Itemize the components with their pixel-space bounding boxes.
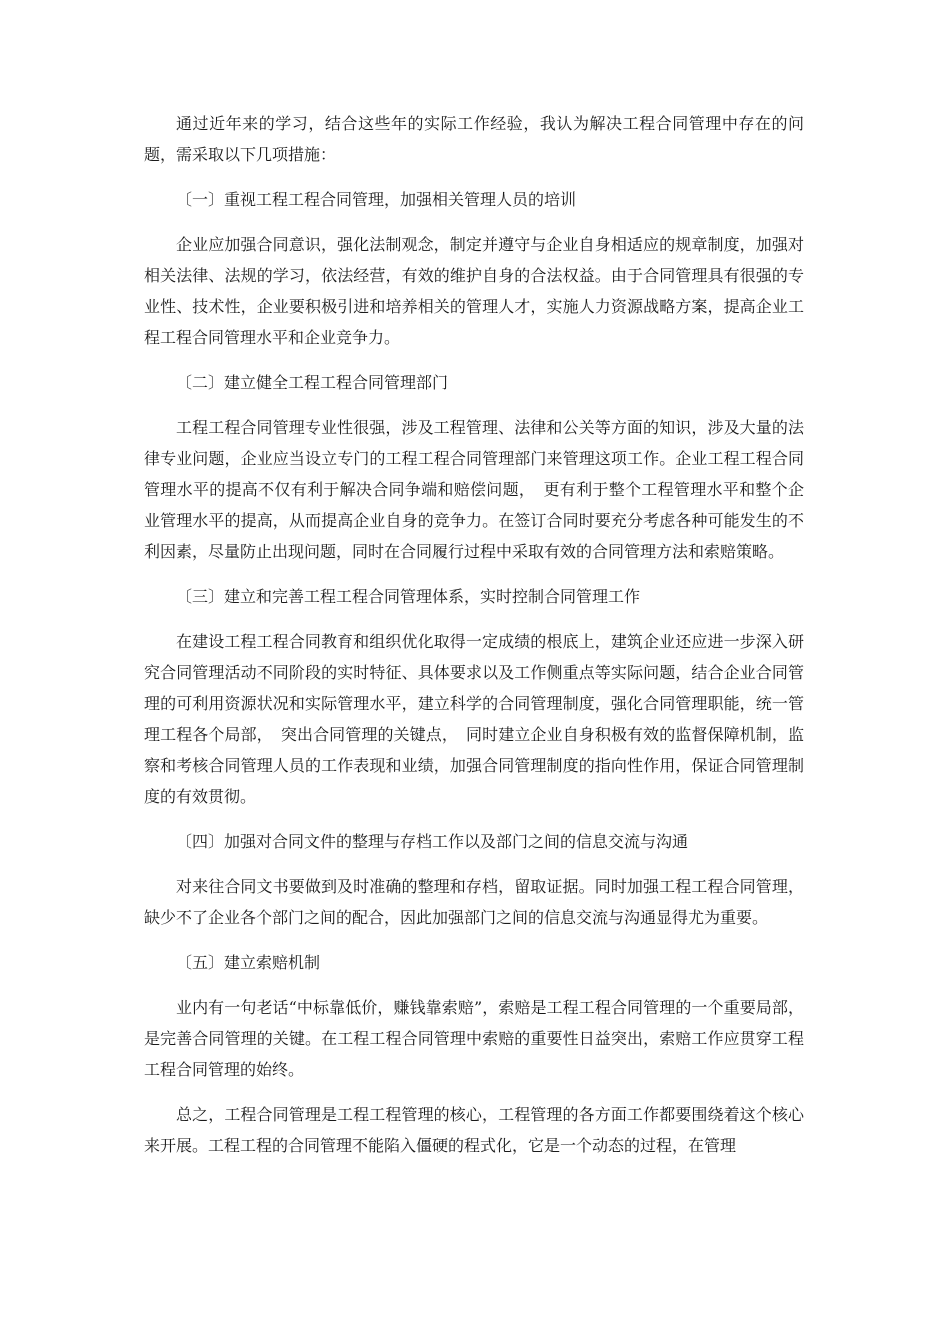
conclusion-paragraph: 总之，工程合同管理是工程工程管理的核心，工程管理的各方面工作都要围绕着这个核心来开展。工程工程的合同管理不能陷入僵硬的程式化，它是一个动态的过程，在管理 [144, 1105, 804, 1155]
section-5-heading: 〔五〕建立索赔机制 [176, 953, 321, 972]
section-2-heading: 〔二〕建立健全工程工程合同管理部门 [176, 373, 449, 392]
section-1-body: 企业应加强合同意识，强化法制观念，制定并遵守与企业自身相适应的规章制度，加强对相关法律、法规的学习，依法经营，有效的维护自身的合法权益。由于合同管理具有很强的专业性、技术性，企业要积极引进和培养相关的管理人才，实施人力资源战略方案，提高企业工程工程合同管理水平和企业竞争力。 [144, 235, 804, 347]
intro-paragraph: 通过近年来的学习，结合这些年的实际工作经验，我认为解决工程合同管理中存在的问题，需采取以下几项措施： [144, 114, 804, 164]
section-3-body: 在建设工程工程合同教育和组织优化取得一定成绩的根底上，建筑企业还应进一步深入研究合同管理活动不同阶段的实时特征、具体要求以及工作侧重点等实际问题，结合企业合同管理的可利用资源状况和实际管理水平，建立科学的合同管理制度，强化合同管理职能，统一管理工程各个局部， 突出合同管理的关键点， 同时建立企业自身积极有效的监督保障机制，监察和考核合同管理人员的工作表现和业绩，加强合同管理制度的指向性作用，保证合同管理制度的有效贯彻。 [144, 632, 804, 806]
section-4-body: 对来往合同文书要做到及时准确的整理和存档，留取证据。同时加强工程工程合同管理，缺少不了企业各个部门之间的配合，因此加强部门之间的信息交流与沟通显得尤为重要。 [144, 877, 804, 927]
section-1-heading: 〔一〕重视工程工程合同管理，加强相关管理人员的培训 [176, 190, 577, 209]
section-2-body: 工程工程合同管理专业性很强，涉及工程管理、法律和公关等方面的知识，涉及大量的法律专业问题，企业应当设立专门的工程工程合同管理部门来管理这项工作。企业工程工程合同管理水平的提高不仅有利于解决合同争端和赔偿问题， 更有利于整个工程管理水平和整个企业管理水平的提高，从而提高企业自身的竞争力。在签订合同时要充分考虑各种可能发生的不利因素，尽量防止出现问题，同时在合同履行过程中采取有效的合同管理方法和索赔策略。 [144, 418, 804, 561]
section-3-heading: 〔三〕建立和完善工程工程合同管理体系，实时控制合同管理工作 [176, 587, 641, 606]
section-4-heading: 〔四〕加强对合同文件的整理与存档工作以及部门之间的信息交流与沟通 [176, 832, 689, 851]
document-page [144, 108, 804, 1175]
section-5-body: 业内有一句老话“中标靠低价，赚钱靠索赔”，索赔是工程工程合同管理的一个重要局部，是完善合同管理的关键。在工程工程合同管理中索赔的重要性日益突出，索赔工作应贯穿工程工程合同管理的始终。 [144, 998, 804, 1079]
